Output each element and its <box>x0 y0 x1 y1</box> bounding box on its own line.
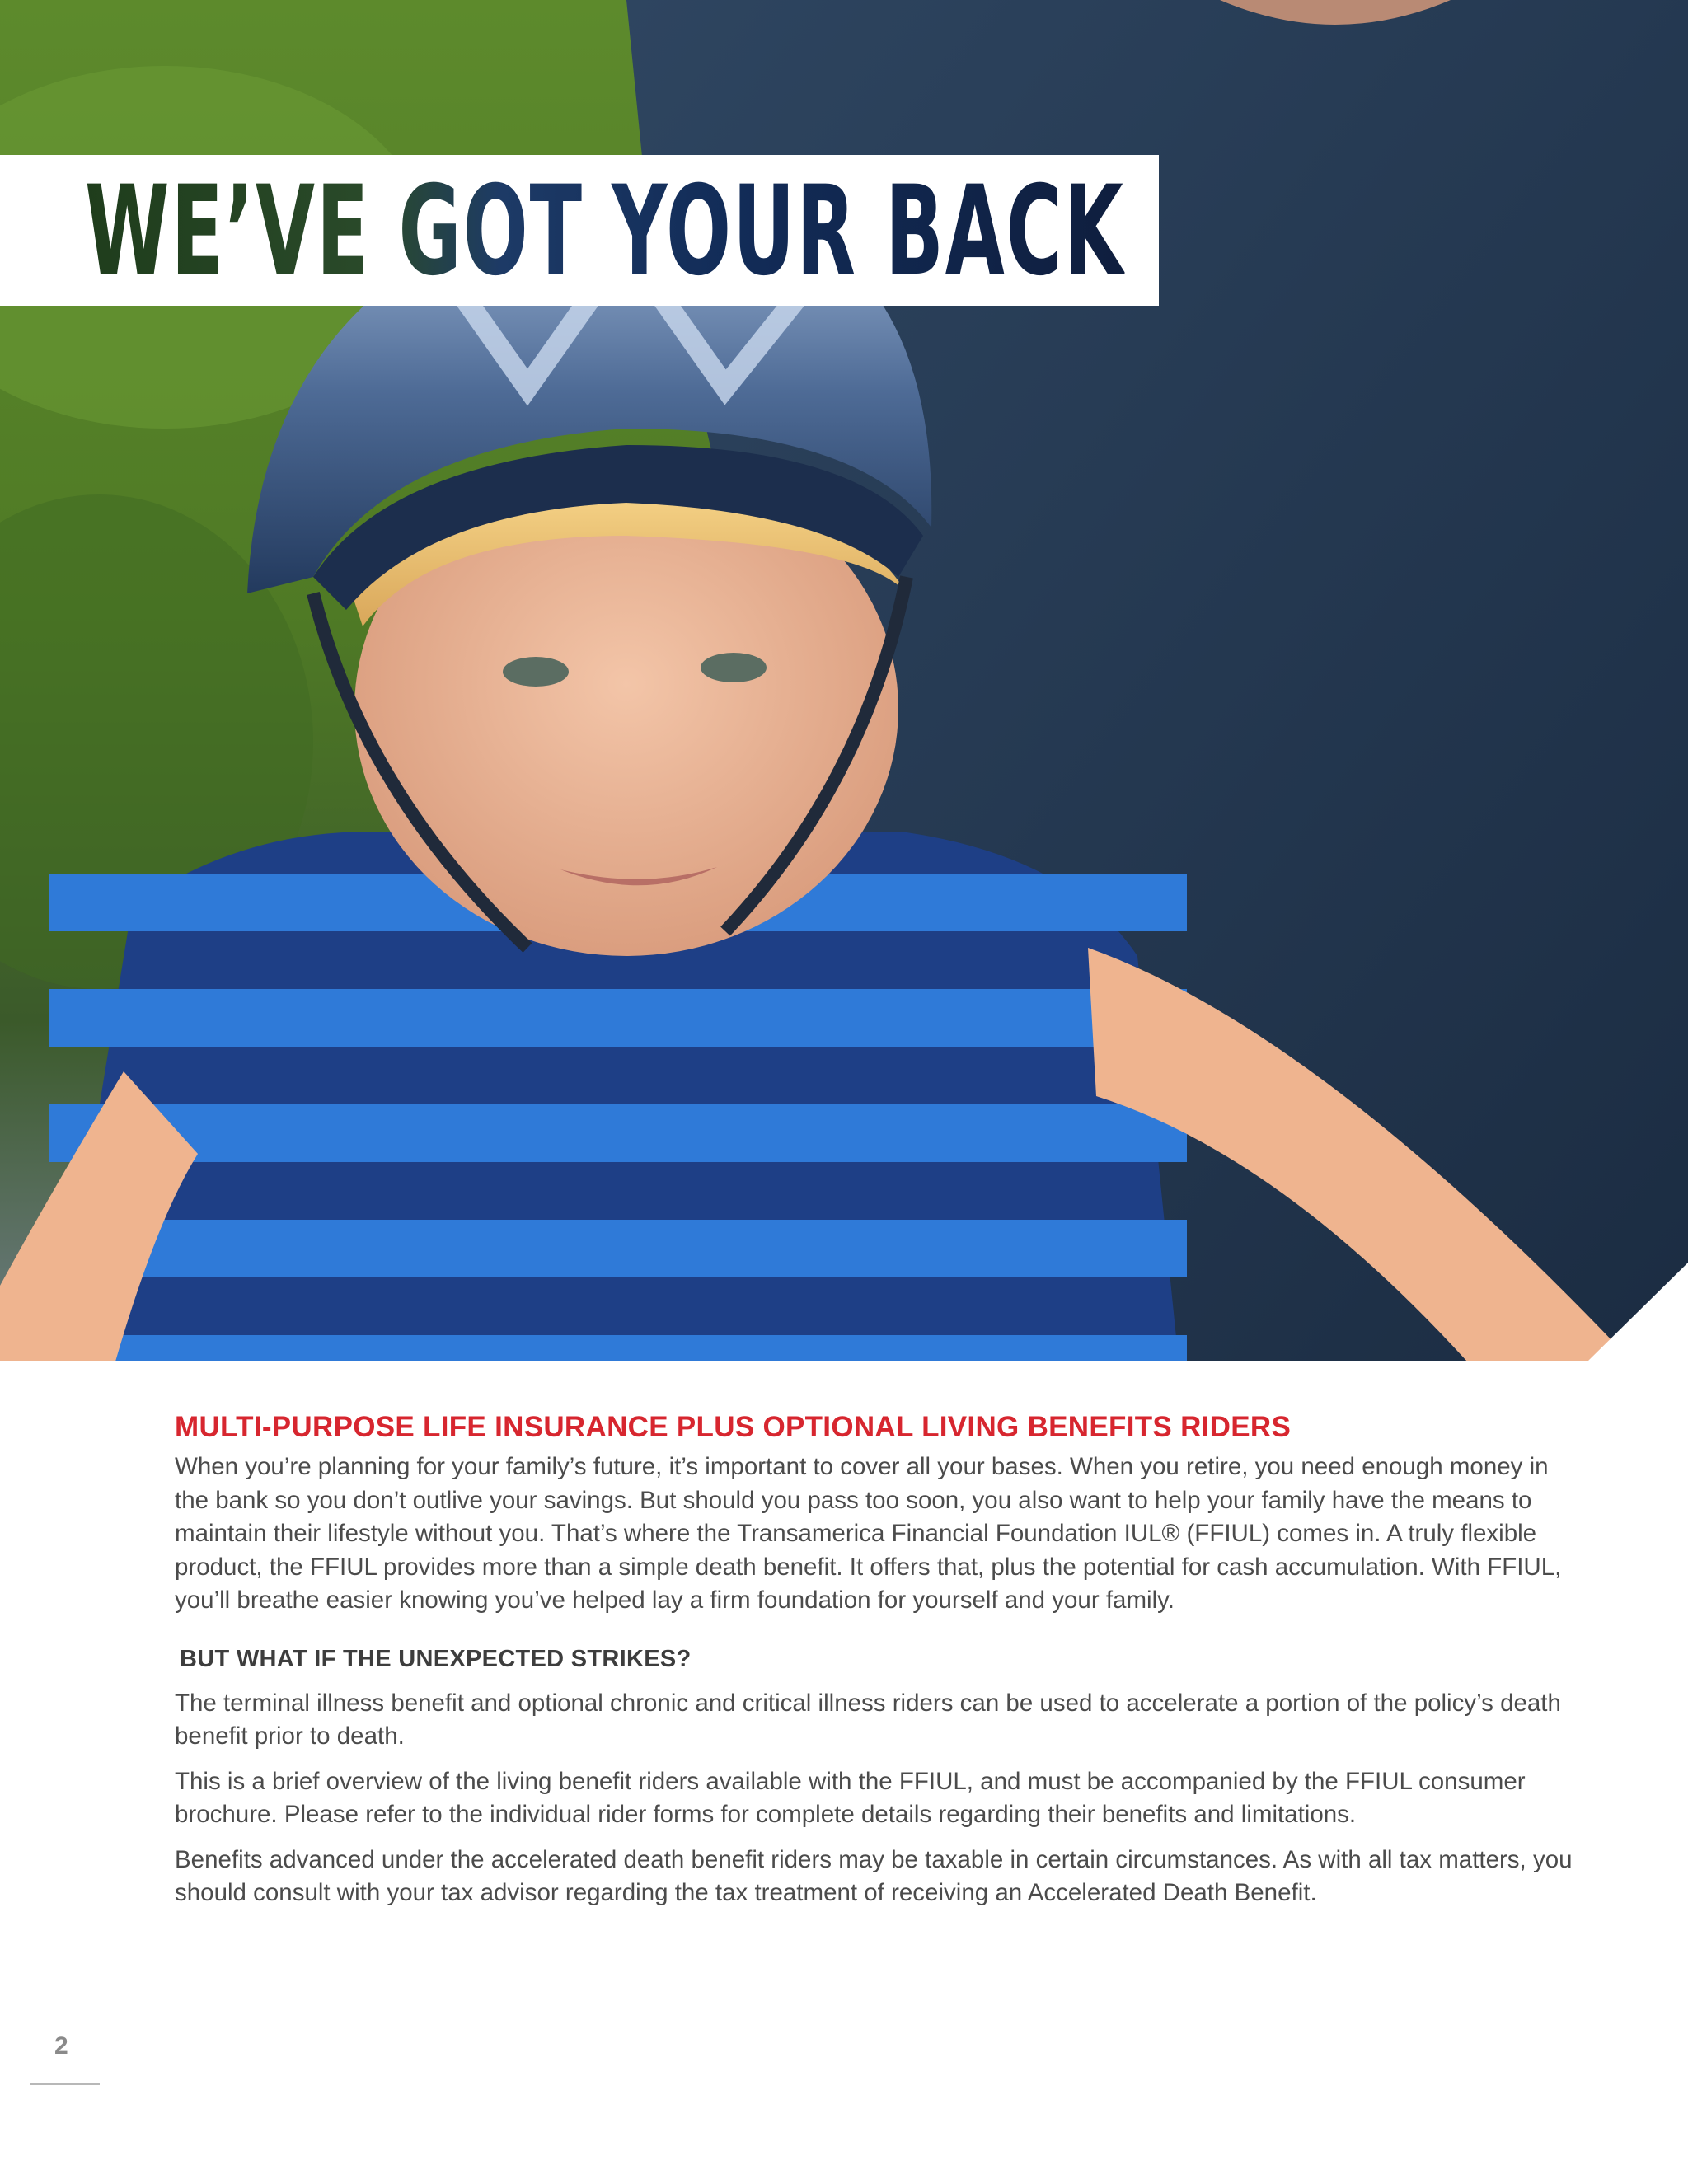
subheading: BUT WHAT IF THE UNEXPECTED STRIKES? <box>180 1645 692 1672</box>
paragraph-tax: Benefits advanced under the accelerated death benefit riders may be taxable in certain circumstances. As with all tax matters, you should consult with your tax advisor regarding the tax treatment of receiving an Accelerated Death Benefit. <box>175 1845 1573 1906</box>
paragraph-terminal-illness: The terminal illness benefit and optional chronic and critical illness riders can be used to accelerate a portion of the policy’s death benefit prior to death. <box>175 1689 1561 1750</box>
page-headline: WE’VE GOT YOUR BACK <box>85 160 1125 303</box>
content-section <box>175 1409 1576 1910</box>
page-number: 2 <box>54 2032 68 2060</box>
paragraph-overview: This is a brief overview of the living benefit riders available with the FFIUL, and must be accompanied by the FFIUL consumer brochure. Please refer to the individual rider forms for complete details regarding their benefits and limitations. <box>175 1767 1526 1828</box>
footer-divider <box>30 2083 100 2085</box>
intro-paragraph: When you’re planning for your family’s future, it’s important to cover all your bases. When you retire, you need enough money in the bank so you don’t outlive your savings. But should you pass too soon, you also want to help your family have the means to maintain their lifestyle without you. That’s where the Transamerica Financial Foundation IUL® (FFIUL) comes in. A truly flexible product, the FFIUL provides more than a simple death benefit. It offers that, plus the potential for cash accumulation. With FFIUL, you’ll breathe easier knowing you’ve helped lay a firm foundation for yourself and your family. <box>175 1453 1562 1614</box>
section-title: MULTI-PURPOSE LIFE INSURANCE PLUS OPTIONAL LIVING BENEFITS RIDERS <box>175 1411 1292 1443</box>
